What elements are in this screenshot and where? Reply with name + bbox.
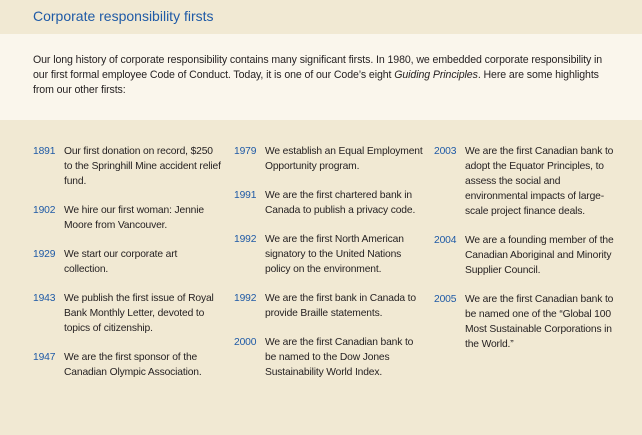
intro-paragraph [33,53,618,98]
entry-text: We are the first Canadian bank to be named to the Dow Jones Sustainability World Index. [265,337,414,378]
entry-text: We are the first sponsor of the Canadian Olympic Association. [64,352,202,378]
column-3 [434,144,624,366]
entry-text: We are the first chartered bank in Canada to publish a privacy code. [265,190,416,216]
entry-text: We establish an Equal Employment Opportunity program. [265,146,423,172]
intro-text-start: Our long history of corporate responsibility contains many significant firsts. In 1980, we embedded corporate responsibility in our first formal employee Code of Conduct. Today, it is one of our Code’s eight [33,54,603,81]
entry-year: 2005 [434,294,457,305]
entry-year: 1992 [234,234,257,245]
entry-year: 2003 [434,146,457,157]
timeline-entry [234,335,424,380]
entry-year: 1991 [234,190,257,201]
column-2 [234,144,424,394]
timeline-entry [434,144,624,219]
entry-text: Our first donation on record, $250 to the Springhill Mine accident relief fund. [64,146,221,187]
page-title: Corporate responsibility firsts [33,8,214,24]
entry-year: 1947 [33,352,56,363]
intro-text-end: . Here are some highlights from our other firsts: [33,69,599,96]
timeline-entry [33,144,223,189]
entry-year: 1891 [33,146,56,157]
entry-year: 1943 [33,293,56,304]
entry-year: 1902 [33,205,56,216]
timeline-entry [33,291,223,336]
column-1 [33,144,223,394]
entry-text: We are the first bank in Canada to provide Braille statements. [265,293,416,319]
timeline-entry [33,350,223,380]
timeline-entry [434,233,624,278]
firsts-columns [0,120,642,435]
entry-year: 1929 [33,249,56,260]
intro-emphasis: Guiding Principles [394,69,478,81]
timeline-entry [234,144,424,174]
entry-text: We start our corporate art collection. [64,249,178,275]
timeline-entry [234,291,424,321]
intro-band [0,34,642,120]
entry-year: 2000 [234,337,257,348]
timeline-entry [434,292,624,352]
timeline-entry [234,188,424,218]
entry-year: 1979 [234,146,257,157]
timeline-entry [33,203,223,233]
entry-year: 2004 [434,235,457,246]
entry-text: We are the first North American signatory to the United Nations policy on the environment. [265,234,404,275]
timeline-entry [234,232,424,277]
timeline-entry [33,247,223,277]
header-band [0,0,642,34]
entry-year: 1992 [234,293,257,304]
entry-text: We are the first Canadian bank to be named one of the “Global 100 Most Sustainable Corporations in the World.” [465,294,614,350]
entry-text: We are a founding member of the Canadian Aboriginal and Minority Supplier Council. [465,235,614,276]
entry-text: We are the first Canadian bank to adopt the Equator Principles, to assess the social and environmental impacts of large-scale project finance deals. [465,146,614,217]
entry-text: We hire our first woman: Jennie Moore from Vancouver. [64,205,204,231]
entry-text: We publish the first issue of Royal Bank Monthly Letter, devoted to topics of citizenship. [64,293,214,334]
